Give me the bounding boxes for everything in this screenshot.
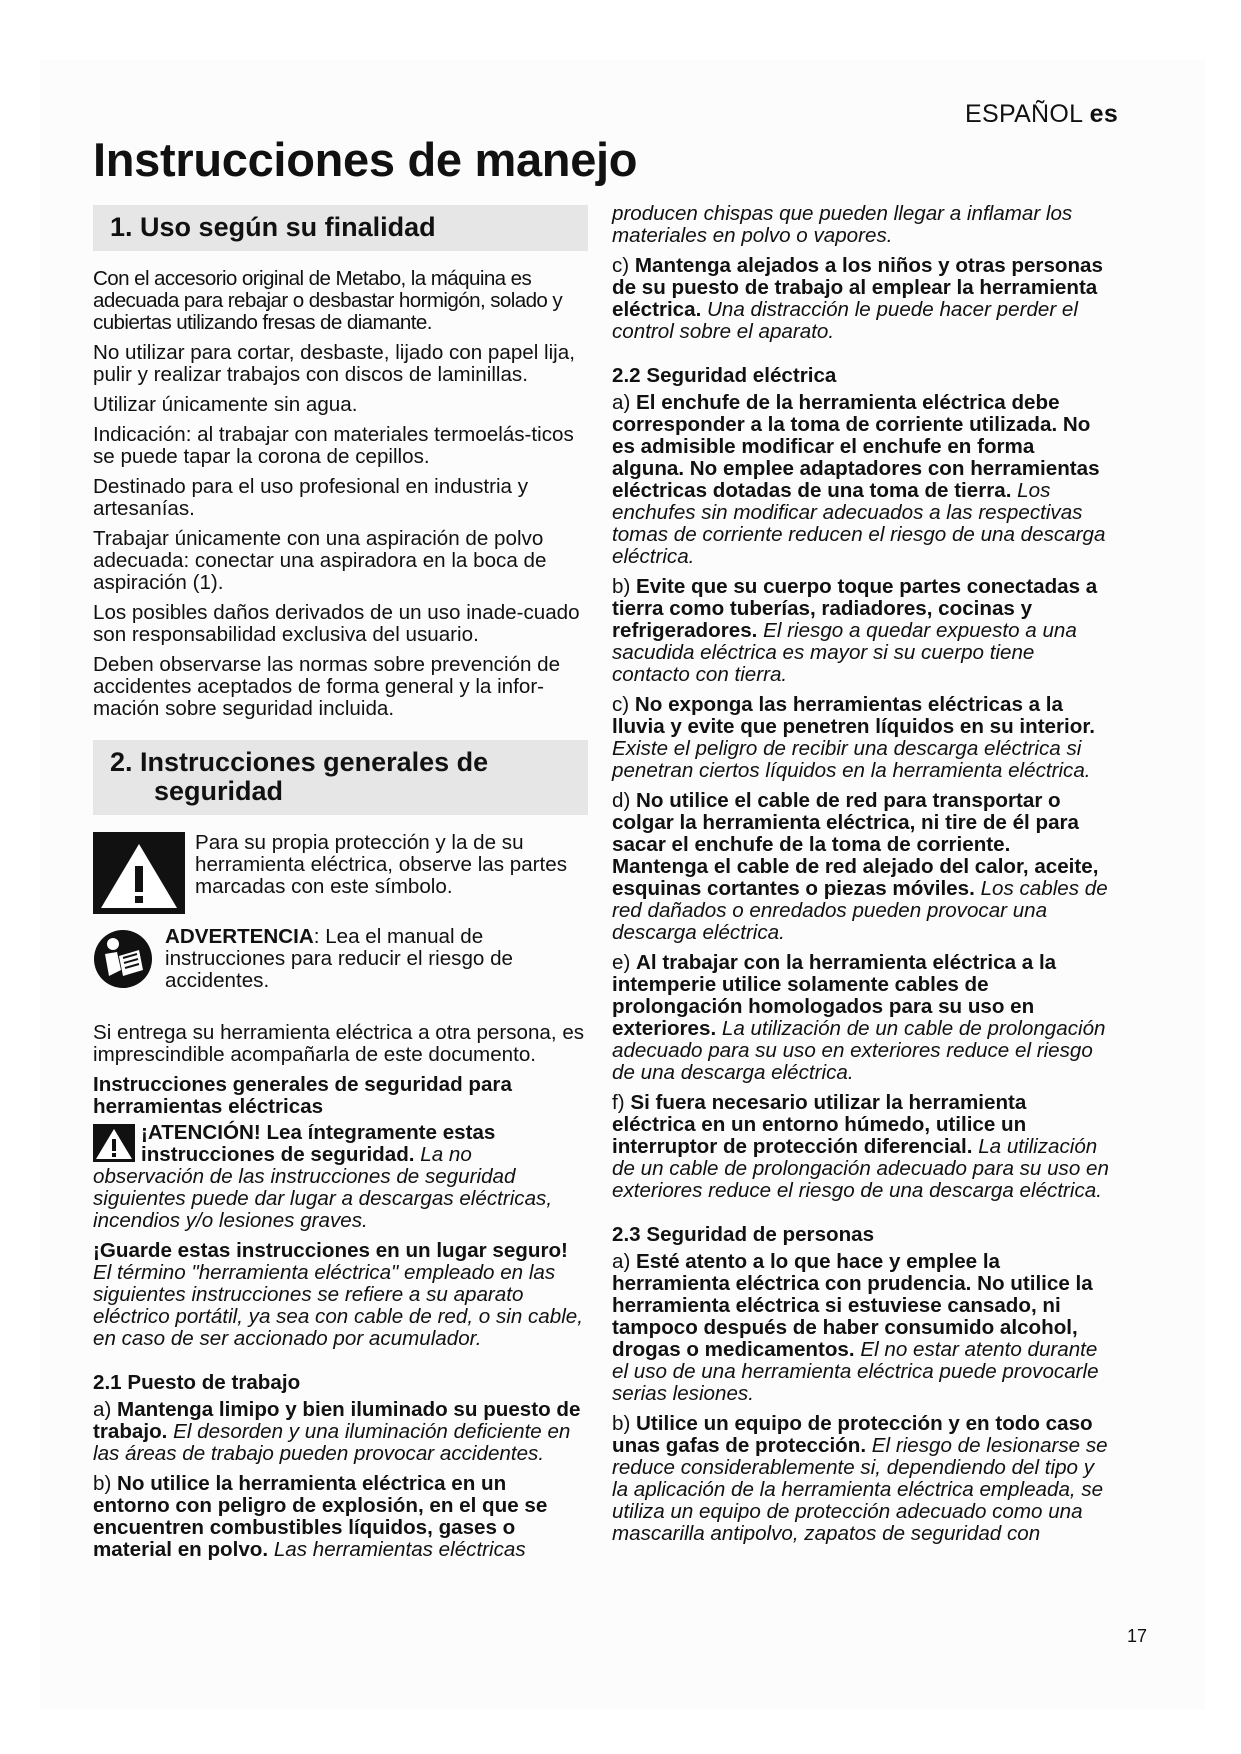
general-safety-heading: Instrucciones generales de seguridad para herramientas eléctricas	[93, 1073, 512, 1118]
guarde-paragraph: ¡Guarde estas instrucciones en un lugar seguro! El término "herramienta eléctrica" empleado en las siguientes instrucciones se refiere a su aparato eléctrico portátil, ya sea con cable de red, o sin cable, en caso de ser accionado por acumulador.	[93, 1239, 583, 1350]
language-indicator: ESPAÑOL es	[965, 100, 1119, 128]
warning-symbol-text: Para su propia protección y la de su herramienta eléctrica, observe las partes marcadas con este símbolo.	[195, 831, 568, 898]
left-column	[93, 205, 588, 1569]
warning-symbol-note	[93, 832, 588, 914]
paragraph: Los posibles daños derivados de un uso inade-cuado son responsabilidad exclusiva del usuario.	[93, 601, 580, 646]
subsection-2-1-heading: 2.1 Puesto de trabajo	[93, 1371, 301, 1394]
list-item: c) No exponga las herramientas eléctricas a la lluvia y evite que penetren líquidos en su interior. Existe el peligro de recibir una descarga eléctrica si penetran ciertos líquidos en la herramienta eléctrica.	[612, 693, 1095, 782]
list-item: f) Si fuera necesario utilizar la herramienta eléctrica en un entorno húmedo, utilice un interruptor de protección diferencial. La utilización de un cable de prolongación adecuado para su uso en exteriores reduce el riesgo de una descarga eléctrica.	[612, 1091, 1109, 1202]
warning-triangle-icon	[93, 1124, 135, 1162]
list-item: e) Al trabajar con la herramienta eléctrica a la intemperie utilice solamente cables de prolongación homologados para su uso en exteriores. La utilización de un cable de prolongación adecuado para su uso en exteriores reduce el riesgo de una descarga eléctrica.	[612, 951, 1106, 1084]
page-title: Instrucciones de manejo	[93, 133, 638, 186]
section-1-heading: 1. Uso según su finalidad	[93, 205, 588, 251]
advertencia-note	[93, 926, 588, 992]
section-2-heading: 2. Instrucciones generales de seguridad	[93, 740, 588, 815]
page-number: 17	[1127, 1626, 1148, 1646]
list-item: b) No utilice la herramienta eléctrica en un entorno con peligro de explosión, en el que se encuentren combustibles líquidos, gases o material en polvo. Las herramientas eléctricas	[93, 1472, 548, 1561]
paragraph: Utilizar únicamente sin agua.	[93, 393, 358, 416]
list-item: d) No utilice el cable de red para transportar o colgar la herramienta eléctrica, ni tire de él para sacar el enchufe de la toma de corriente. Mantenga el cable de red alejado del calor, aceite, esquinas cortantes o piezas móviles. Los cables de red dañados o enredados pueden provocar una descarga eléctrica.	[612, 789, 1108, 944]
atencion-paragraph: ¡ATENCIÓN! Lea íntegramente estas instrucciones de seguridad. La no observación de las instrucciones de seguridad siguientes puede dar lugar a descargas eléctricas, incendios y/o lesiones graves.	[93, 1121, 553, 1232]
list-item: a) Esté atento a lo que hace y emplee la herramienta eléctrica con prudencia. No utilice la herramienta eléctrica si estuviese cansado, ni tampoco después de haber consumido alcohol, drogas o medicamentos. El no estar atento durante el uso de una herramienta eléctrica puede provocarle serias lesiones.	[612, 1250, 1099, 1405]
paragraph: Indicación: al trabajar con materiales termoelás-ticos se puede tapar la corona de cepillos.	[93, 423, 574, 468]
paragraph: Trabajar únicamente con una aspiración de polvo adecuada: conectar una aspiradora en la boca de aspiración (1).	[93, 527, 547, 594]
list-item: b) Utilice un equipo de protección y en todo caso unas gafas de protección. El riesgo de lesionarse se reduce considerablemente si, dependiendo del tipo y la aplicación de la herramienta eléctrica empleada, se utiliza un equipo de protección adecuado como una mascarilla antipolvo, zapatos de seguridad con	[612, 1412, 1108, 1545]
warning-triangle-icon	[93, 832, 185, 914]
handover-paragraph: Si entrega su herramienta eléctrica a otra persona, es imprescindible acompañarla de este documento.	[93, 1021, 585, 1066]
paragraph: Deben observarse las normas sobre prevención de accidentes aceptados de forma general y la infor-mación sobre seguridad incluida.	[93, 653, 561, 720]
list-item: c) Mantenga alejados a los niños y otras personas de su puesto de trabajo al emplear la herramienta eléctrica. Una distracción le puede hacer perder el control sobre el aparato.	[612, 254, 1103, 343]
paragraph: No utilizar para cortar, desbaste, lijado con papel lija, pulir y realizar trabajos con discos de laminillas.	[93, 341, 575, 386]
read-manual-icon	[93, 926, 153, 992]
advertencia-text: ADVERTENCIA: Lea el manual de instrucciones para reducir el riesgo de accidentes.	[165, 925, 513, 992]
subsection-2-3-heading: 2.3 Seguridad de personas	[612, 1223, 875, 1246]
paragraph: Destinado para el uso profesional en industria y artesanías.	[93, 475, 529, 520]
list-item: a) El enchufe de la herramienta eléctrica debe corresponder a la toma de corriente utilizada. No es admisible modificar el enchufe en forma alguna. No emplee adaptadores con herramientas eléctricas dotadas de una toma de tierra. Los enchufes sin modificar adecuados a las respectivas tomas de corriente reducen el riesgo de una descarga eléctrica.	[612, 391, 1106, 568]
right-column	[612, 203, 1112, 1553]
paragraph: Con el accesorio original de Metabo, la máquina es adecuada para rebajar o desbastar hormigón, solado y cubiertas utilizando fresas de diamante.	[93, 267, 563, 334]
subsection-2-2-heading: 2.2 Seguridad eléctrica	[612, 364, 837, 387]
list-item: b) Evite que su cuerpo toque partes conectadas a tierra como tuberías, radiadores, cocinas y refrigeradores. El riesgo a quedar expuesto a una sacudida eléctrica es mayor si su cuerpo tiene contacto con tierra.	[612, 575, 1098, 686]
continued-text: producen chispas que pueden llegar a inflamar los materiales en polvo o vapores.	[612, 202, 1073, 247]
list-item: a) Mantenga limipo y bien iluminado su puesto de trabajo. El desorden y una iluminación deficiente en las áreas de trabajo pueden provocar accidentes.	[93, 1398, 581, 1465]
